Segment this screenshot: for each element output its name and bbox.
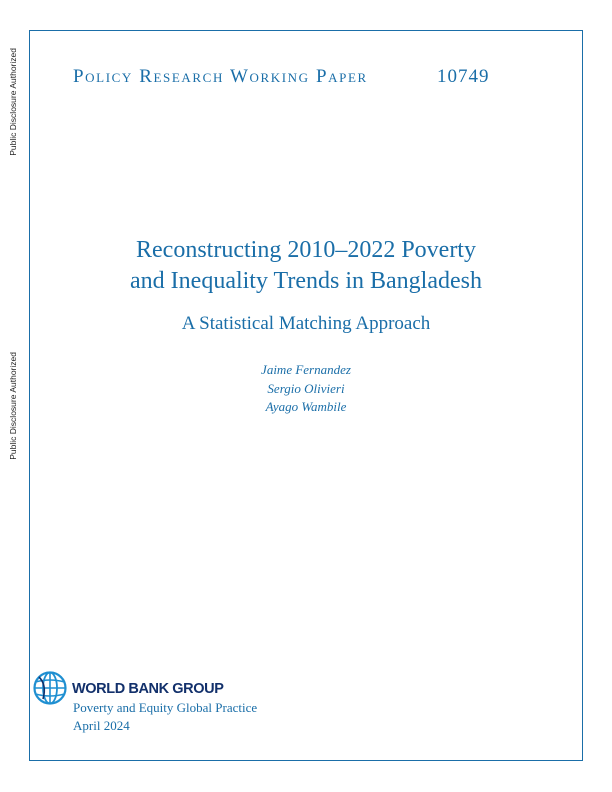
author-name: Jaime Fernandez — [261, 362, 351, 377]
title-line-1: Reconstructing 2010–2022 Poverty — [136, 237, 476, 263]
author-name: Sergio Olivieri — [267, 380, 345, 396]
title-line-2: and Inequality Trends in Bangladesh — [130, 268, 482, 294]
series-title: Policy Research Working Paper — [73, 66, 368, 87]
publication-date: April 2024 — [73, 718, 130, 733]
globe-icon — [33, 671, 67, 705]
public-disclosure-label-bottom: Public Disclosure Authorized — [8, 352, 18, 460]
document-subtitle: A Statistical Matching Approach — [181, 313, 431, 334]
logo-wordmark: WORLD BANK GROUP — [72, 681, 224, 697]
paper-number: 10749 — [437, 66, 490, 87]
public-disclosure-label-top: Public Disclosure Authorized — [8, 48, 18, 156]
author-list — [60, 361, 552, 417]
global-practice: Poverty and Equity Global Practice — [73, 700, 258, 715]
author-name: Ayago Wambile — [265, 399, 347, 414]
document-title — [60, 235, 552, 297]
